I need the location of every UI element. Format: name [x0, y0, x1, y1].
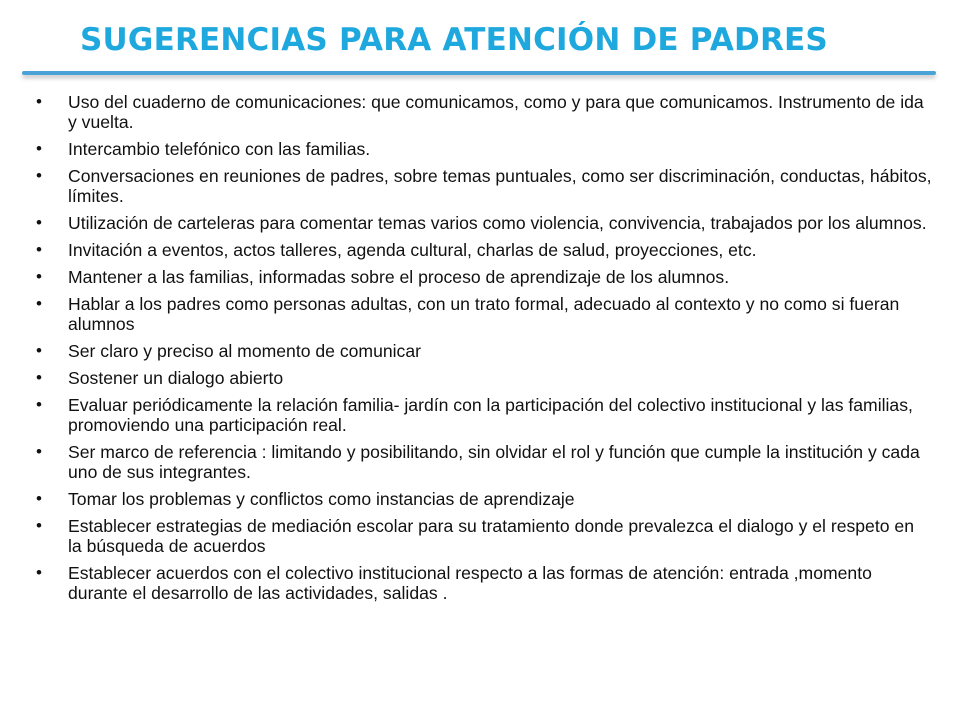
list-item-text: Ser marco de referencia : limitando y posibilitando, sin olvidar el rol y función que cumple la institución y cada uno de sus integrantes. — [68, 442, 920, 482]
list-item-text: Conversaciones en reuniones de padres, sobre temas puntuales, como ser discriminación, conductas, hábitos, límites. — [68, 166, 932, 206]
bullet-icon: • — [36, 294, 42, 313]
bullet-icon: • — [36, 166, 42, 185]
list-item — [32, 368, 932, 388]
list-item — [32, 489, 932, 509]
list-item-text: Utilización de carteleras para comentar temas varios como violencia, convivencia, trabajados por los alumnos. — [68, 213, 927, 233]
list-item-text: Evaluar periódicamente la relación familia- jardín con la participación del colectivo institucional y las familias, promoviendo una participación real. — [68, 395, 913, 435]
list-item — [32, 267, 932, 287]
bullet-icon: • — [36, 516, 42, 535]
list-item — [32, 442, 932, 482]
list-item — [32, 213, 932, 233]
list-item — [32, 341, 932, 361]
bullet-icon: • — [36, 368, 42, 387]
list-item — [32, 516, 932, 556]
bullet-icon: • — [36, 240, 42, 259]
list-item-text: Invitación a eventos, actos talleres, agenda cultural, charlas de salud, proyecciones, etc. — [68, 240, 757, 260]
bullet-icon: • — [36, 92, 42, 111]
list-item — [32, 139, 932, 159]
list-item — [32, 166, 932, 206]
list-item — [32, 240, 932, 260]
list-item-text: Intercambio telefónico con las familias. — [68, 139, 371, 159]
bullet-icon: • — [36, 341, 42, 360]
bullet-icon: • — [36, 139, 42, 158]
list-item — [32, 563, 932, 603]
suggestion-list — [32, 92, 932, 610]
bullet-icon: • — [36, 213, 42, 232]
bullet-icon: • — [36, 563, 42, 582]
list-item-text: Hablar a los padres como personas adultas, con un trato formal, adecuado al contexto y no como si fueran alumnos — [68, 294, 900, 334]
list-item-text: Uso del cuaderno de comunicaciones: que comunicamos, como y para que comunicamos. Instrumento de ida y vuelta. — [68, 92, 924, 132]
list-item-text: Ser claro y preciso al momento de comunicar — [68, 341, 422, 361]
bullet-icon: • — [36, 395, 42, 414]
list-item-text: Establecer estrategias de mediación escolar para su tratamiento donde prevalezca el dialogo y el respeto en la búsqueda de acuerdos — [68, 516, 914, 556]
title-divider — [22, 71, 936, 75]
list-item — [32, 395, 932, 435]
list-item-text: Mantener a las familias, informadas sobre el proceso de aprendizaje de los alumnos. — [68, 267, 730, 287]
bullet-icon: • — [36, 442, 42, 461]
list-item — [32, 294, 932, 334]
bullet-icon: • — [36, 267, 42, 286]
slide-title: SUGERENCIAS PARA ATENCIÓN DE PADRES — [80, 22, 828, 58]
bullet-icon: • — [36, 489, 42, 508]
list-item — [32, 92, 932, 132]
list-item-text: Sostener un dialogo abierto — [68, 368, 284, 388]
list-item-text: Tomar los problemas y conflictos como instancias de aprendizaje — [68, 489, 575, 509]
list-item-text: Establecer acuerdos con el colectivo institucional respecto a las formas de atención: entrada ,momento durante el desarrollo de las actividades, salidas . — [68, 563, 872, 603]
